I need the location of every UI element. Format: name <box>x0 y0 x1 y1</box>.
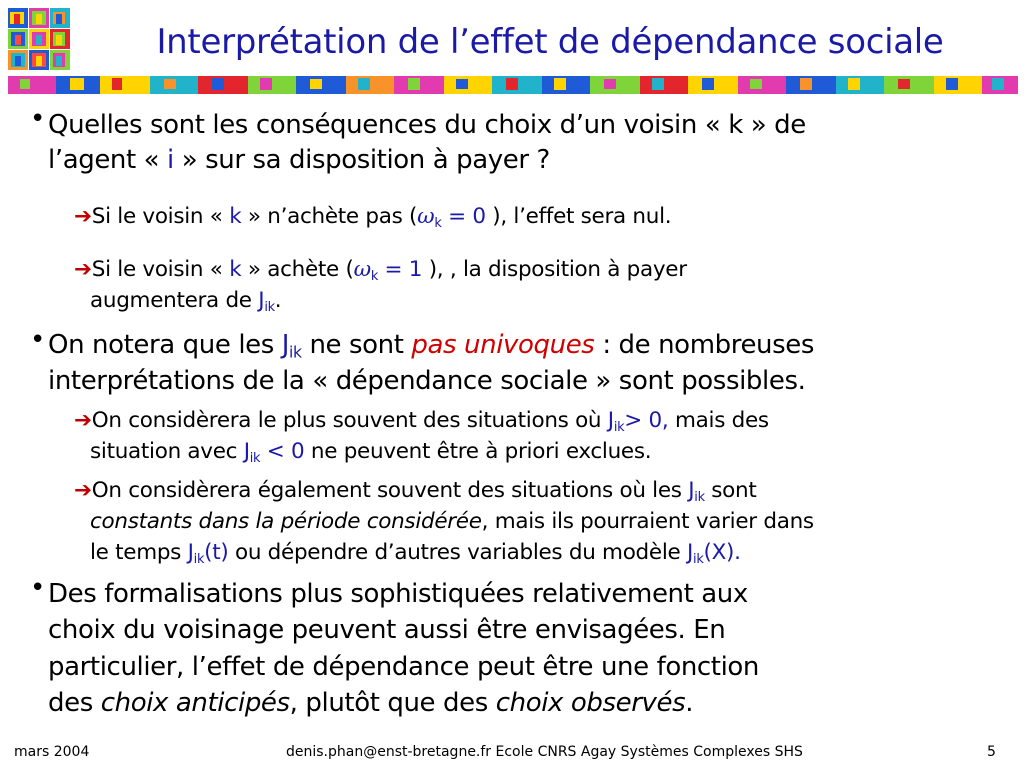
bullet-1-line-1: Quelles sont les conséquences du choix d’un voisin « k » de <box>48 110 806 140</box>
arrow-right-icon: ➔ <box>74 257 92 282</box>
bullet-2-line-2: interprétations de la « dépendance sociale » sont possibles. <box>48 366 806 396</box>
footer-page-number: 5 <box>987 744 996 760</box>
sub-bullet-1: ➔Si le voisin « k » n’achète pas ($\omega_k = 0$ ), l’effet sera nul. <box>74 204 672 231</box>
sub-bullet-2-line-2: augmentera de $J_{ik}$. <box>90 288 282 315</box>
logo-tiles-image <box>8 8 70 72</box>
bullet-dot-icon: • <box>30 104 46 134</box>
sub-bullet-4-line-1: ➔On considèrera également souvent des situations où les $J_{ik}$ sont <box>74 478 757 505</box>
bullet-3-line-2: choix du voisinage peuvent aussi être envisagées. En <box>48 615 726 645</box>
bullet-dot-icon: • <box>30 325 46 355</box>
bullet-2-line-1: On notera que les $J_{ik}$ ne sont pas univoques : de nombreuses <box>48 330 815 362</box>
decorative-color-strip <box>8 74 1018 96</box>
bullet-dot-icon: • <box>30 573 46 603</box>
sub-bullet-3-line-2: situation avec $J_{ik} < 0$ ne peuvent être à priori exclues. <box>90 439 652 466</box>
bullet-3-line-3: particulier, l’effet de dépendance peut être une fonction <box>48 652 760 682</box>
sub-bullet-2-line-1: ➔Si le voisin « k » achète ($\omega_k = 1$ ), , la disposition à payer <box>74 257 687 284</box>
sub-bullet-3-line-1: ➔On considèrera le plus souvent des situations où $J_{ik}> 0$, mais des <box>74 408 769 435</box>
arrow-right-icon: ➔ <box>74 478 92 503</box>
sub-bullet-4-line-2: constants dans la période considérée, mais ils pourraient varier dans <box>90 509 814 534</box>
bullet-1-line-2: l’agent « i » sur sa disposition à payer ? <box>48 145 550 175</box>
bullet-3-line-4: des choix anticipés, plutôt que des choix observés. <box>48 688 694 718</box>
footer-center-text: denis.phan@enst-bretagne.fr Ecole CNRS Agay Systèmes Complexes SHS <box>286 744 803 760</box>
arrow-right-icon: ➔ <box>74 408 92 433</box>
arrow-right-icon: ➔ <box>74 204 92 229</box>
bullet-3-line-1: Des formalisations plus sophistiquées relativement aux <box>48 579 748 609</box>
slide-title: Interprétation de l’effet de dépendance sociale <box>156 22 944 62</box>
footer-date: mars 2004 <box>14 744 90 760</box>
sub-bullet-4-line-3: le temps $J_{ik}(t)$ ou dépendre d’autres variables du modèle $J_{ik}(X)$. <box>90 540 741 567</box>
